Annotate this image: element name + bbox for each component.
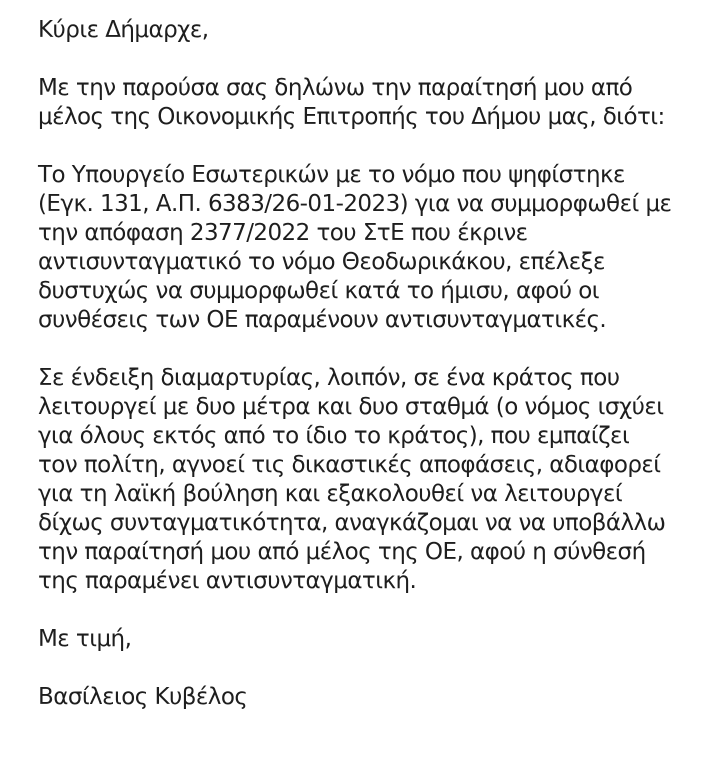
paragraph-line: της παραμένει αντισυνταγματική.	[38, 568, 417, 594]
closing-line: Με τιμή,	[38, 626, 132, 652]
letter-closing	[38, 625, 714, 654]
paragraph-line: λειτουργεί με δυο μέτρα και δυο σταθμά (ο νόμος ισχύει	[38, 394, 664, 420]
letter-salutation	[38, 16, 714, 45]
paragraph-line: συνθέσεις των ΟΕ παραμένουν αντισυνταγματικές.	[38, 307, 607, 333]
paragraph-reason	[38, 161, 714, 335]
paragraph-line: τον πολίτη, αγνοεί τις δικαστικές αποφάσεις, αδιαφορεί	[38, 452, 661, 478]
paragraph-line: Σε ένδειξη διαμαρτυρίας, λοιπόν, σε ένα κράτος που	[38, 365, 620, 391]
paragraph-line: δυστυχώς να συμμορφωθεί κατά το ήμισυ, αφού οι	[38, 278, 599, 304]
salutation-line: Κύριε Δήμαρχε,	[38, 17, 209, 43]
resignation-letter	[38, 16, 714, 712]
paragraph-line: Το Υπουργείο Εσωτερικών με το νόμο που ψηφίστηκε	[38, 162, 625, 188]
paragraph-line: (Εγκ. 131, Α.Π. 6383/26-01-2023) για να συμμορφωθεί με	[38, 191, 672, 217]
paragraph-line: Με την παρούσα σας δηλώνω την παραίτησή μου από	[38, 75, 633, 101]
paragraph-line: την παραίτησή μου από μέλος της ΟΕ, αφού η σύνθεσή	[38, 539, 646, 565]
letter-signature	[38, 683, 714, 712]
paragraph-protest	[38, 364, 714, 596]
paragraph-line: για τη λαϊκή βούληση και εξακολουθεί να λειτουργεί	[38, 481, 623, 507]
paragraph-line: μέλος της Οικονομικής Επιτροπής του Δήμου μας, διότι:	[38, 104, 665, 130]
paragraph-intro	[38, 74, 714, 132]
paragraph-line: για όλους εκτός από το ίδιο το κράτος), που εμπαίζει	[38, 423, 630, 449]
paragraph-line: δίχως συνταγματικότητα, αναγκάζομαι να να υποβάλλω	[38, 510, 666, 536]
signature-name: Βασίλειος Κυβέλος	[38, 684, 248, 710]
paragraph-line: την απόφαση 2377/2022 του ΣτΕ που έκρινε	[38, 220, 528, 246]
paragraph-line: αντισυνταγματικό το νόμο Θεοδωρικάκου, επέλεξε	[38, 249, 605, 275]
